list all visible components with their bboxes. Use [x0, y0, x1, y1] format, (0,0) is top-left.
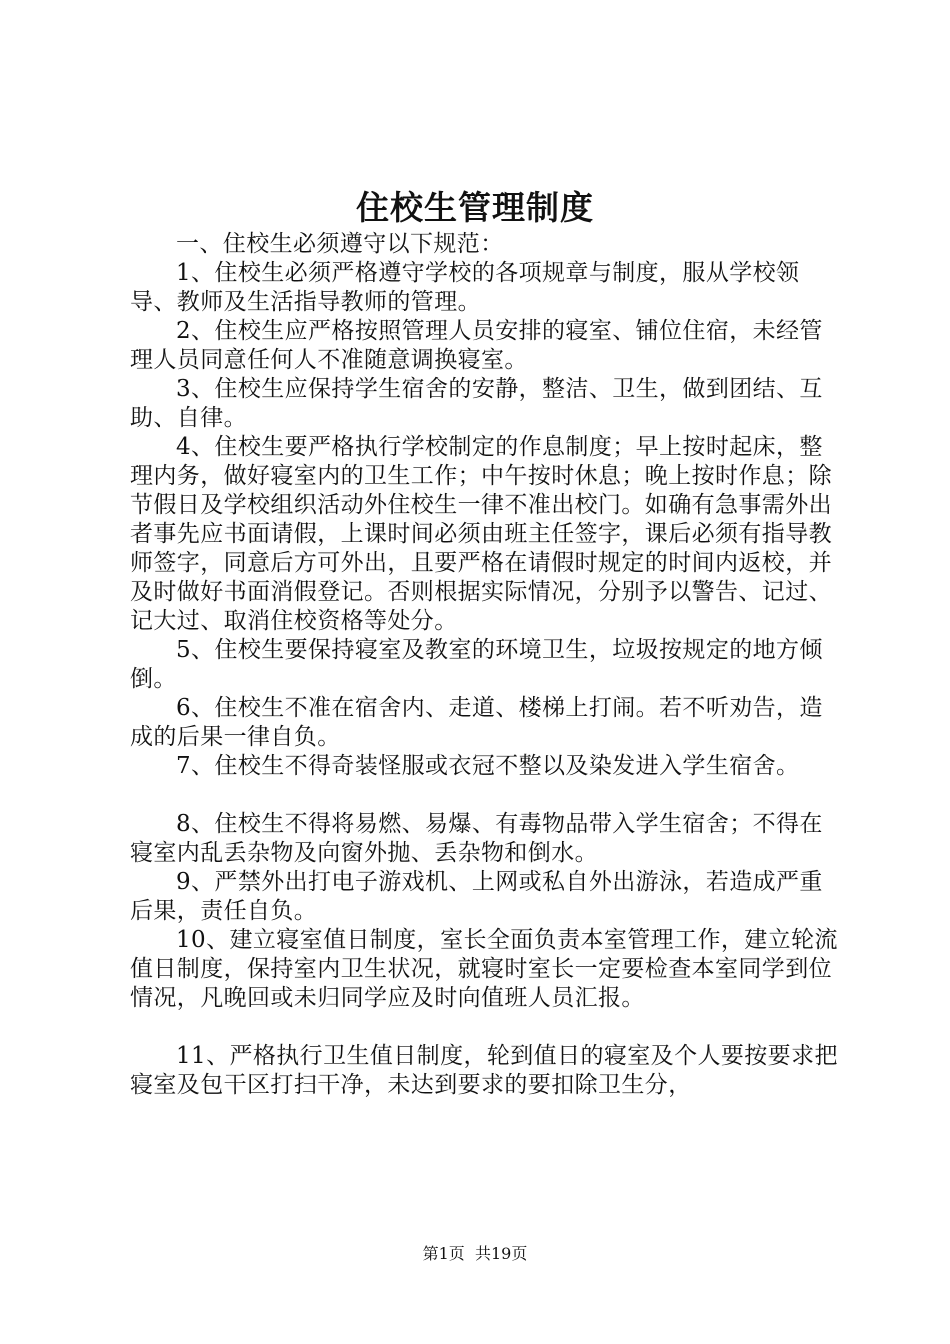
page-number-current: 第1页 [422, 1244, 465, 1263]
paragraph: 一、住校生必须遵守以下规范： [176, 231, 504, 257]
document-body [130, 230, 845, 1100]
paragraph: 2、住校生应严格按照管理人员安排的寝室、铺位住宿，未经管理人员同意任何人不准随意调换寝室。 [130, 318, 823, 373]
paragraph: 11、严格执行卫生值日制度，轮到值日的寝室及个人要按要求把寝室及包干区打扫干净，未达到要求的要扣除卫生分， [130, 1043, 838, 1098]
paragraph: 5、住校生要保持寝室及教室的环境卫生，垃圾按规定的地方倾倒。 [130, 637, 823, 692]
page-footer [0, 1243, 950, 1265]
paragraph: 4、住校生要严格执行学校制定的作息制度；早上按时起床，整理内务，做好寝室内的卫生工作；中午按时休息；晚上按时作息；除节假日及学校组织活动外住校生一律不准出校门。如确有急事需外出者事先应书面请假，上课时间必须由班主任签字，课后必须有指导教师签字，同意后方可外出，且要严格在请假时规定的时间内返校，并及时做好书面消假登记。否则根据实际情况，分别予以警告、记过、记大过、取消住校资格等处分。 [130, 434, 832, 634]
page-number-total: 共19页 [474, 1244, 528, 1263]
paragraph: 7、住校生不得奇装怪服或衣冠不整以及染发进入学生宿舍。 [176, 753, 800, 779]
paragraph: 1、住校生必须严格遵守学校的各项规章与制度，服从学校领导、教师及生活指导教师的管理。 [130, 260, 800, 315]
paragraph: 6、住校生不准在宿舍内、走道、楼梯上打闹。若不听劝告，造成的后果一律自负。 [130, 695, 823, 750]
paragraph: 3、住校生应保持学生宿舍的安静，整洁、卫生，做到团结、互助、自律。 [130, 376, 823, 431]
paragraph: 8、住校生不得将易燃、易爆、有毒物品带入学生宿舍；不得在寝室内乱丢杂物及向窗外抛、丢杂物和倒水。 [130, 811, 823, 866]
paragraph: 10、建立寝室值日制度，室长全面负责本室管理工作，建立轮流值日制度，保持室内卫生状况，就寝时室长一定要检查本室同学到位情况，凡晚回或未归同学应及时向值班人员汇报。 [130, 927, 838, 1011]
paragraph: 9、严禁外出打电子游戏机、上网或私自外出游泳，若造成严重后果，责任自负。 [130, 869, 823, 924]
document-title: 住校生管理制度 [356, 188, 594, 227]
